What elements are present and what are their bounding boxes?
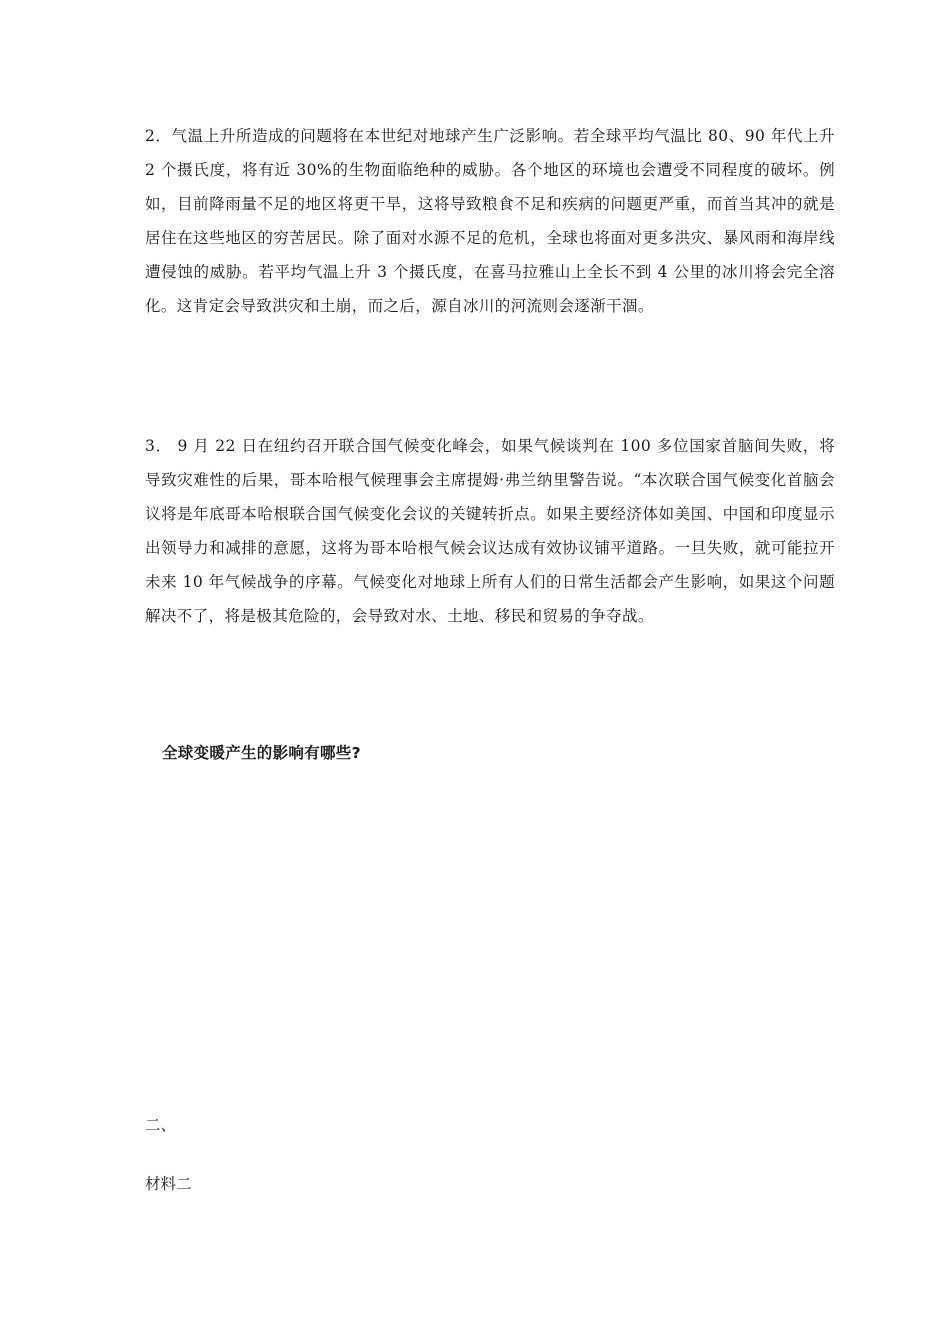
paragraph-3: 3． 9 月 22 日在纽约召开联合国气候变化峰会，如果气候谈判在 100 多位国家首脑间失败，将导致灾难性的后果，哥本哈根气候理事会主席提姆·弗兰纳里警告说。“本次联合国气候变化首脑会议将是年底哥本哈根联合国气候变化会议的关键转折点。如果主要经济体如美国、中国和印度显示出领导力和减排的意愿，这将为哥本哈根气候会议达成有效协议铺平道路。一旦失败，就可能拉开未来 10 年气候战争的序幕。气候变化对地球上所有人们的日常生活都会产生影响，如果这个问题解决不了，将是极其危险的，会导致对水、土地、移民和贸易的争夺战。	[145, 437, 835, 625]
question-heading: 全球变暖产生的影响有哪些?	[162, 744, 361, 762]
section-heading: 二、	[145, 1116, 177, 1134]
material-label: 材料二	[145, 1175, 192, 1193]
paragraph-2: 2．气温上升所造成的问题将在本世纪对地球产生广泛影响。若全球平均气温比 80、90 年代上升 2 个摄氏度，将有近 30%的生物面临绝种的威胁。各个地区的环境也会遭受不同程度的破坏。例如，目前降雨量不足的地区将更干旱，这将导致粮食不足和疾病的问题更严重，而首当其冲的就是居住在这些地区的穷苦居民。除了面对水源不足的危机，全球也将面对更多洪灾、暴风雨和海岸线遭侵蚀的威胁。若平均气温上升 3 个摄氏度，在喜马拉雅山上全长不到 4 公里的冰川将会完全溶化。这肯定会导致洪灾和土崩，而之后，源自冰川的河流则会逐渐干涸。	[145, 127, 835, 315]
